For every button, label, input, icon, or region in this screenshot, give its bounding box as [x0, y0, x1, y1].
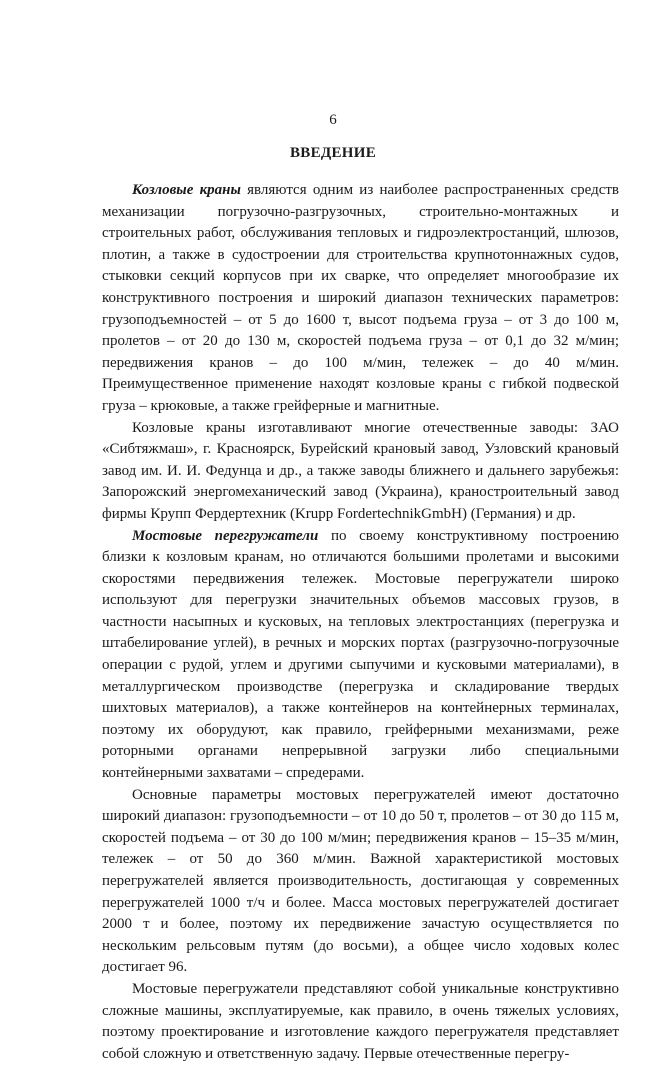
paragraph-parameters: [102, 785, 619, 979]
paragraph-text: Козловые краны изготавливают многие отечественные заводы: ЗАО «Сибтяжмаш», г. Красноярск, Бурейский крановый завод, Узловский крановый завод им. И. И. Федунца и др., а также заводы ближнего и дальнего зарубежья: Запорожский энергомеханический завод (Украина), краностроительный завод фирмы Крупп Фердертехник (Krupp FordertechnikGmbH) (Германия) и др.: [102, 419, 619, 522]
paragraph-text: Основные параметры мостовых перегружателей имеют достаточно широкий диапазон: грузоподъемности – от 10 до 50 т, пролетов – от 30 до 115 м, скоростей подъема – от 30 до 100 м/мин; передвижения кранов – 15–35 м/мин, тележек – от 50 до 360 м/мин. Важной характеристикой мостовых перегружателей является производительность, достигающая у современных перегружателей 1000 т/ч и более. Масса мостовых перегружателей достигает 2000 т и более, поэтому их передвижение зачастую осуществляется по нескольким рельсовым путям (до восьми), а общее число ходовых колес достигает 96.: [102, 786, 619, 976]
paragraph-text: являются одним из наиболее распространенных средств механизации погрузочно-разгрузочных, строительно-монтажных и строительных работ, обслуживания тепловых и гидроэлектростанций, шлюзов, плотин, а также в судостроении для строительства крупнотоннажных судов, стыковки секций корпусов при их сварке, что определяет многообразие их конструктивного построения и широкий диапазон технических параметров: грузоподъемностей – от 5 до 1600 т, высот подъема груза – от 3 до 100 м, пролетов – от 20 до 130 м, скоростей подъема груза – от 0,1 до 32 м/мин; передвижения кранов – до 100 м/мин, тележек – до 40 м/мин. Преимущественное применение находят козловые краны с гибкой подвеской груза – крюковые, а также грейферные и магнитные.: [102, 182, 619, 414]
body-text: [102, 180, 619, 1065]
paragraph-text: Мостовые перегружатели представляют собой уникальные конструктивно сложные машины, эксплуатируемые, как правило, в очень тяжелых условиях, поэтому проектирование и изготовление каждого перегружателя представляет собой сложную и ответственную задачу. Первые отечественные перегру-: [102, 980, 619, 1062]
paragraph-design: [102, 979, 619, 1065]
page-number: 6: [329, 112, 337, 128]
paragraph-text: по своему конструктивному построению близки к козловым кранам, но отличаются большими пролетами и высокими скоростями передвижения тележек. Мостовые перегружатели широко используют для перегрузки значительных объемов массовых грузов, в частности насыпных и кусковых, на тепловых электростанциях (перегрузка и штабелирование углей), в речных и морских портах (разгрузочно-погрузочные операции с рудой, углем и другими сыпучими и кусковыми материалами), в металлургическом производстве (перегрузка и складирование твердых шихтовых материалов), а также контейнеров на контейнерных терминалах, поэтому их оборудуют, как правило, грейферными механизмами, реже роторными органами непрерывной загрузки либо специальными контейнерными захватами – спредерами.: [102, 527, 620, 782]
paragraph-manufacturers: [102, 418, 619, 526]
term-gantry-cranes: Козловые краны: [132, 182, 241, 198]
paragraph-bridge-transshippers: [102, 526, 619, 785]
section-heading: ВВЕДЕНИЕ: [289, 145, 377, 161]
term-bridge-transshippers: Мостовые перегружатели: [132, 527, 319, 544]
paragraph-gantry-cranes: [102, 180, 619, 418]
